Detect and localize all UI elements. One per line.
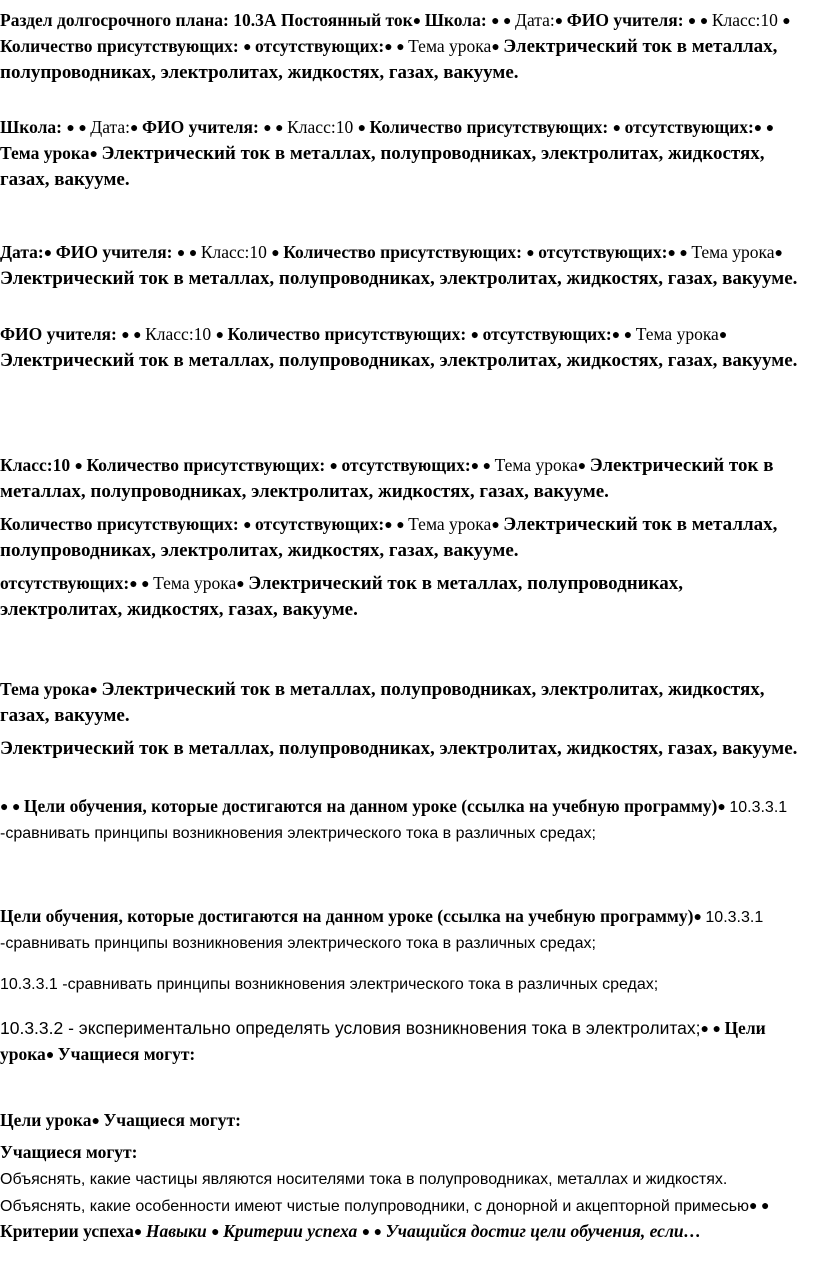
bullet-icon: ● [329,459,342,474]
paragraph-3 [0,240,806,291]
text-run: ФИО учителя: [0,324,122,344]
text-run: Класс:10 [145,324,216,344]
text-run: Электрический ток в металлах, полупроводниках, электролитах, жидкостях, газах, вакууме. [0,36,778,83]
paragraph-8 [0,677,806,728]
text-run: Критерии успеха [223,1221,362,1241]
text-run: Класс:10 [200,242,272,262]
text-run: Учащиеся могут: [0,1142,138,1162]
text-run: Цели урока [0,1110,92,1130]
text-run: Дата: [90,117,131,137]
paragraph-17 [0,1193,806,1245]
bullet-icon: ● ● [753,121,775,136]
text-run: Учащиеся могут: [103,1110,241,1130]
paragraph-14 [0,1108,806,1134]
text-run: ФИО учителя: [55,242,177,262]
text-run: 10.3.3.1 -сравнивать принципы возникновения электрического тока в различных средах; [0,976,659,993]
paragraph-12 [0,971,806,997]
text-run: отсутствующих: [482,324,612,344]
bullet-icon: ● ● [0,800,24,815]
text-run: 10.3.3.2 - экспериментально определять условия возникновения тока в электролитах; [0,1018,701,1038]
paragraph-9 [0,736,806,761]
text-run: отсутствующих: [255,514,385,534]
paragraph-13 [0,1016,806,1068]
bullet-icon: ● ● [121,328,146,343]
bullet-icon: ● [91,1114,104,1129]
text-run: Класс:10 [287,117,358,137]
text-run: отсутствующих: [624,117,754,137]
bullet-icon: ● [526,246,539,261]
text-run: Объяснять, какие частицы являются носителями тока в полупроводниках, металлах и жидкостях. [0,1171,728,1188]
text-run: Электрический ток в металлах, полупроводниках, электролитах, жидкостях, газах, вакууме. [0,514,778,561]
bullet-icon: ● [271,246,284,261]
bullet-icon: ● [717,800,730,815]
text-run: Количество присутствующих: [283,242,527,262]
text-run: Количество присутствующих: [0,36,244,56]
bullet-icon: ● ● [263,121,288,136]
text-run: Тема урока [635,324,719,344]
text-run: отсутствующих: [538,242,668,262]
bullet-icon: ● [693,910,706,925]
text-run: Учащийся достиг цели обучения, если… [385,1221,702,1241]
text-run: Тема урока [691,242,775,262]
bullet-icon: ● [74,459,87,474]
text-run: ФИО учителя: [142,117,264,137]
bullet-icon: ● [412,14,425,29]
bullet-icon: ● [782,14,791,29]
text-run: отсутствующих: [0,573,130,593]
bullet-icon: ● ● [384,518,409,533]
bullet-icon: ● ● [667,246,692,261]
bullet-icon: ● [554,14,567,29]
bullet-icon: ● [45,1048,58,1063]
text-run: Школа: [424,10,492,30]
text-run: Электрический ток в металлах, полупроводниках, электролитах, жидкостях, газах, вакууме. [0,350,798,371]
bullet-icon: ● ● [66,121,91,136]
bullet-icon: ● ● [687,14,712,29]
text-run: Навыки [145,1221,212,1241]
bullet-icon: ● ● [176,246,201,261]
bullet-icon: ● [577,459,590,474]
bullet-icon: ● [243,518,256,533]
text-run: Электрический ток в металлах, полупроводниках, электролитах, жидкостях, газах, вакууме. [0,679,765,726]
bullet-icon: ● ● [361,1225,386,1240]
text-run: 10.3.3.1 -сравнивать принципы возникновения электрического тока в различных средах; [0,909,764,952]
text-run: Класс:10 [0,455,75,475]
text-run: 10.3.3.1 -сравнивать принципы возникновения электрического тока в различных средах; [0,799,788,842]
text-run: Цели урока [0,1018,766,1064]
bullet-icon: ● [211,1225,224,1240]
bullet-icon: ● ● [470,459,495,474]
text-run: Электрический ток в металлах, полупроводниках, электролитах, жидкостях, газах, вакууме. [0,143,765,190]
bullet-icon: ● [612,121,625,136]
paragraph-15 [0,1140,806,1164]
text-run: Класс:10 [711,10,783,30]
text-run: Раздел долгосрочного плана: 10.3А Постоянный ток [0,10,413,30]
text-run: Тема урока [408,514,492,534]
bullet-icon: ● [89,147,102,162]
text-run: Электрический ток в металлах, полупроводниках, электролитах, жидкостях, газах, вакууме. [0,573,684,620]
bullet-icon: ● [491,40,504,55]
text-run: Количество присутствующих: [0,514,244,534]
text-run: Объяснять, какие особенности имеют чистые полупроводники, с донорной и акцепторной примесью [0,1198,750,1215]
text-run: Количество присутствующих: [227,324,471,344]
text-run: Цели обучения, которые достигаются на данном уроке (ссылка на учебную программу) [23,796,718,816]
bullet-icon: ● [357,121,370,136]
paragraph-2 [0,115,806,192]
paragraph-1 [0,8,806,85]
bullet-icon: ● [89,683,102,698]
bullet-icon: ● ● [611,328,636,343]
text-run: ФИО учителя: [566,10,688,30]
paragraph-6 [0,512,806,563]
bullet-icon: ● ● [491,14,516,29]
text-run: Критерии успеха [0,1221,134,1241]
bullet-icon: ● [774,246,784,261]
bullet-icon: ● [470,328,483,343]
bullet-icon: ● [236,577,249,592]
text-run: Количество присутствующих: [369,117,613,137]
text-run: Цели обучения, которые достигаются на данном уроке (ссылка на учебную программу) [0,906,694,926]
text-run: Учащиеся могут: [57,1044,196,1064]
text-run: Дата: [0,242,44,262]
text-run: Тема урока [0,679,90,699]
text-run: Тема урока [153,573,237,593]
bullet-icon: ● [718,328,728,343]
text-run: Тема урока [0,143,90,163]
text-run: Электрический ток в металлах, полупроводниках, электролитах, жидкостях, газах, вакууме. [0,455,774,502]
bullet-icon: ● [491,518,504,533]
paragraph-5 [0,453,806,504]
bullet-icon: ● ● [700,1022,725,1037]
text-run: Тема урока [494,455,578,475]
bullet-icon: ● [133,1225,146,1240]
bullet-icon: ● [243,40,256,55]
paragraph-16 [0,1166,806,1192]
paragraph-11 [0,904,806,956]
text-run: Школа: [0,117,67,137]
text-run: Тема урока [408,36,492,56]
bullet-icon: ● [215,328,228,343]
text-run: отсутствующих: [255,36,385,56]
paragraph-10 [0,794,806,846]
text-run: Электрический ток в металлах, полупроводниках, электролитах, жидкостях, газах, вакууме. [0,268,798,289]
text-run: отсутствующих: [341,455,471,475]
text-run: Электрический ток в металлах, полупроводниках, электролитах, жидкостях, газах, вакууме. [0,738,798,759]
bullet-icon: ● [130,121,143,136]
bullet-icon: ● ● [129,577,154,592]
text-run: Количество присутствующих: [86,455,330,475]
paragraph-4 [0,322,806,373]
text-run: Дата: [515,10,555,30]
bullet-icon: ● ● [384,40,409,55]
bullet-icon: ● [43,246,56,261]
bullet-icon: ● ● [749,1199,770,1214]
paragraph-7 [0,571,806,622]
